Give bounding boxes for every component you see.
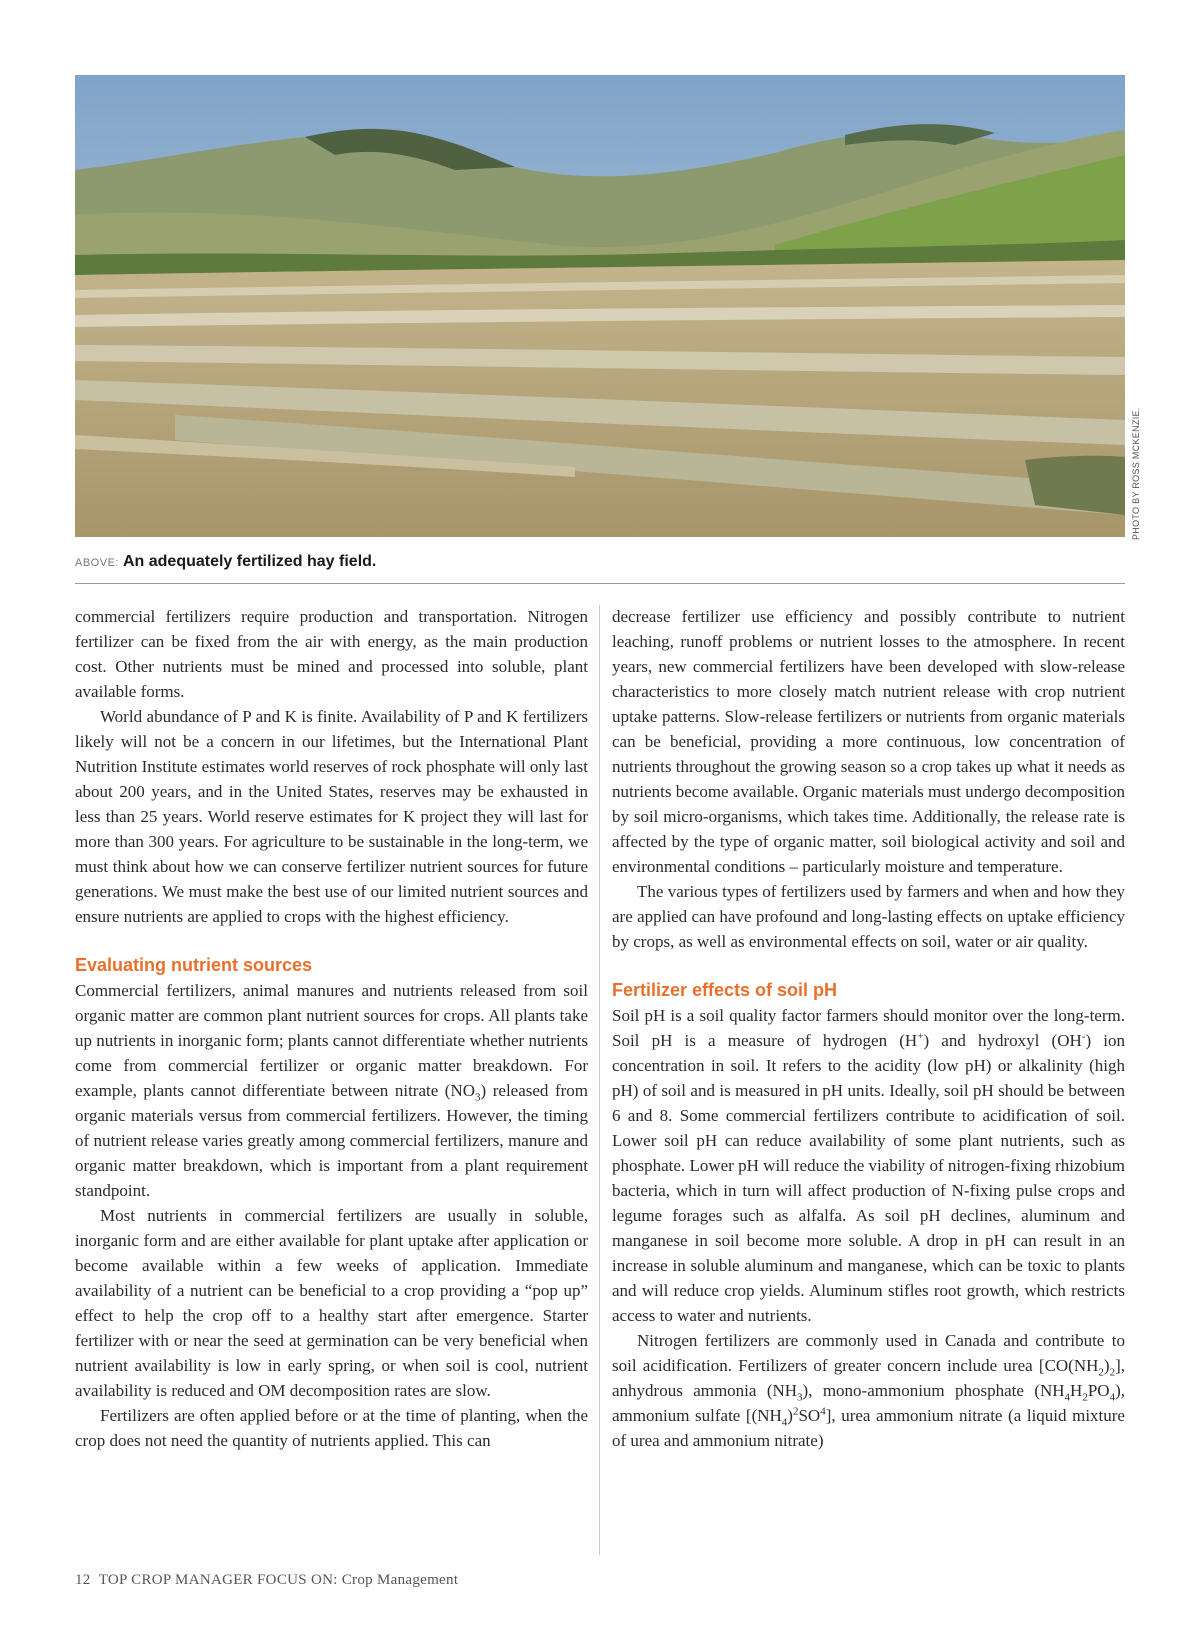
paragraph: The various types of fertilizers used by farmers and when and how they are applied can have profound and long-lasting effects on uptake efficiency by crops, as well as environmental effects on soil, water or air quality. xyxy=(612,882,1125,951)
paragraph: Most nutrients in commercial fertilizers are usually in soluble, inorganic form and are either available for plant uptake after application or become available within a few weeks of application. Immediate availability of a nutrient can be beneficial to a crop providing a “pop up” effect to help the crop off to a healthy start after emergence. Starter fertilizer with or near the seed at germination can be very beneficial when nutrient availability is low in early spring, or when soil is cool, nutrient availability is reduced and OM decomposition rates are slow. xyxy=(75,1206,588,1400)
paragraph: Fertilizers are often applied before or at the time of planting, when the crop does not need the quantity of nutrients applied. This can xyxy=(75,1406,588,1450)
page-footer xyxy=(75,1572,458,1589)
paragraph: Soil pH is a soil quality factor farmers should monitor over the long-term. Soil pH is a measure of hydrogen (H+) and hydroxyl (OH-) ion concentration in soil. It refers to the acidity (low pH) or alkalinity (high pH) of soil and is measured in pH units. Ideally, soil pH should be between 6 and 8. Some commercial fertilizers contribute to acidification of soil. Lower soil pH can reduce availability of some plant nutrients, such as phosphate. Lower pH will reduce the viability of nitrogen-fixing rhizobium bacteria, which in turn will affect production of N-fixing pulse crops and legume forages such as alfalfa. As soil pH declines, aluminum and manganese in soil become more soluble. A drop in pH can result in an increase in soluble aluminum and manganese, which can be toxic to plants and will reduce crop yields. Aluminum stifles root growth, which restricts access to water and nutrients. xyxy=(612,1006,1125,1325)
photo-credit: PHOTO BY ROSS MCKENZIE. xyxy=(1131,407,1141,540)
paragraph: World abundance of P and K is finite. Availability of P and K fertilizers likely will not be a concern in our lifetimes, but the International Plant Nutrition Institute estimates world reserves of rock phosphate will only last about 200 years, and in the United States, reserves may be exhausted in less than 25 years. World reserve estimates for K project they will last for more than 300 years. For agriculture to be sustainable in the long-term, we must think about how we can conserve fertilizer nutrient sources for future generations. We must make the best use of our limited nutrient sources and ensure nutrients are applied to crops with the highest efficiency. xyxy=(75,707,588,926)
section-heading-soil-ph: Fertilizer effects of soil pH xyxy=(612,980,838,1000)
caption-label: ABOVE: xyxy=(75,557,119,569)
hay-field-photo xyxy=(75,75,1125,537)
paragraph: decrease fertilizer use efficiency and possibly contribute to nutrient leaching, runoff problems or nutrient losses to the atmosphere. In recent years, new commercial fertilizers have been developed with slow-release characteristics to more closely match nutrient release with crop nutrient uptake patterns. Slow-release fertilizers or nutrients from organic materials can be beneficial, providing a more continuous, low concentration of nutrients throughout the growing season so a crop takes up what it needs as nutrients become available. Organic materials must undergo decomposition by soil micro-organisms, which takes time. Additionally, the release rate is affected by the type of organic matter, soil biological activity and soil and environmental conditions – particularly moisture and temperature. xyxy=(612,607,1126,876)
paragraph: Nitrogen fertilizers are commonly used in Canada and contribute to soil acidification. Fertilizers of greater concern include urea $[CO(NH_2)_2]$, anhydrous ammonia $(NH_3)$, mono-ammonium phosphate $(NH_4H_2PO_4)$, ammonium sulfate $[(NH_4)^2SO^4]$, urea ammonium nitrate (a liquid mixture of urea and ammonium nitrate) xyxy=(612,1331,1125,1450)
caption-divider xyxy=(75,583,1125,584)
page-number: 12 xyxy=(75,1572,91,1588)
paragraph: Commercial fertilizers, animal manures and nutrients released from soil organic matter are common plant nutrient sources for crops. All plants take up nutrients in inorganic form; plants cannot differentiate whether nutrients come from commercial fertilizer or organic matter breakdown. For example, plants cannot differentiate between nitrate $(NO_3)$ released from organic materials versus from commercial fertilizers. However, the timing of nutrient release varies greatly among commercial fertilizers, manure and organic matter breakdown, which is important from a plant requirement standpoint. xyxy=(75,981,589,1200)
photo-caption xyxy=(75,553,1125,571)
paragraph: commercial fertilizers require production and transportation. Nitrogen fertilizer can be fixed from the air with energy, as the main production cost. Other nutrients must be mined and processed into soluble, plant available forms. xyxy=(75,607,588,701)
right-column xyxy=(612,604,1125,1453)
hay-field-illustration xyxy=(75,75,1125,537)
caption-text: An adequately fertilized hay field. xyxy=(122,553,377,570)
publication-title: TOP CROP MANAGER FOCUS ON: Crop Management xyxy=(98,1572,459,1588)
left-column xyxy=(75,604,588,1453)
column-divider xyxy=(599,605,600,1555)
section-heading-nutrient-sources: Evaluating nutrient sources xyxy=(75,955,313,975)
